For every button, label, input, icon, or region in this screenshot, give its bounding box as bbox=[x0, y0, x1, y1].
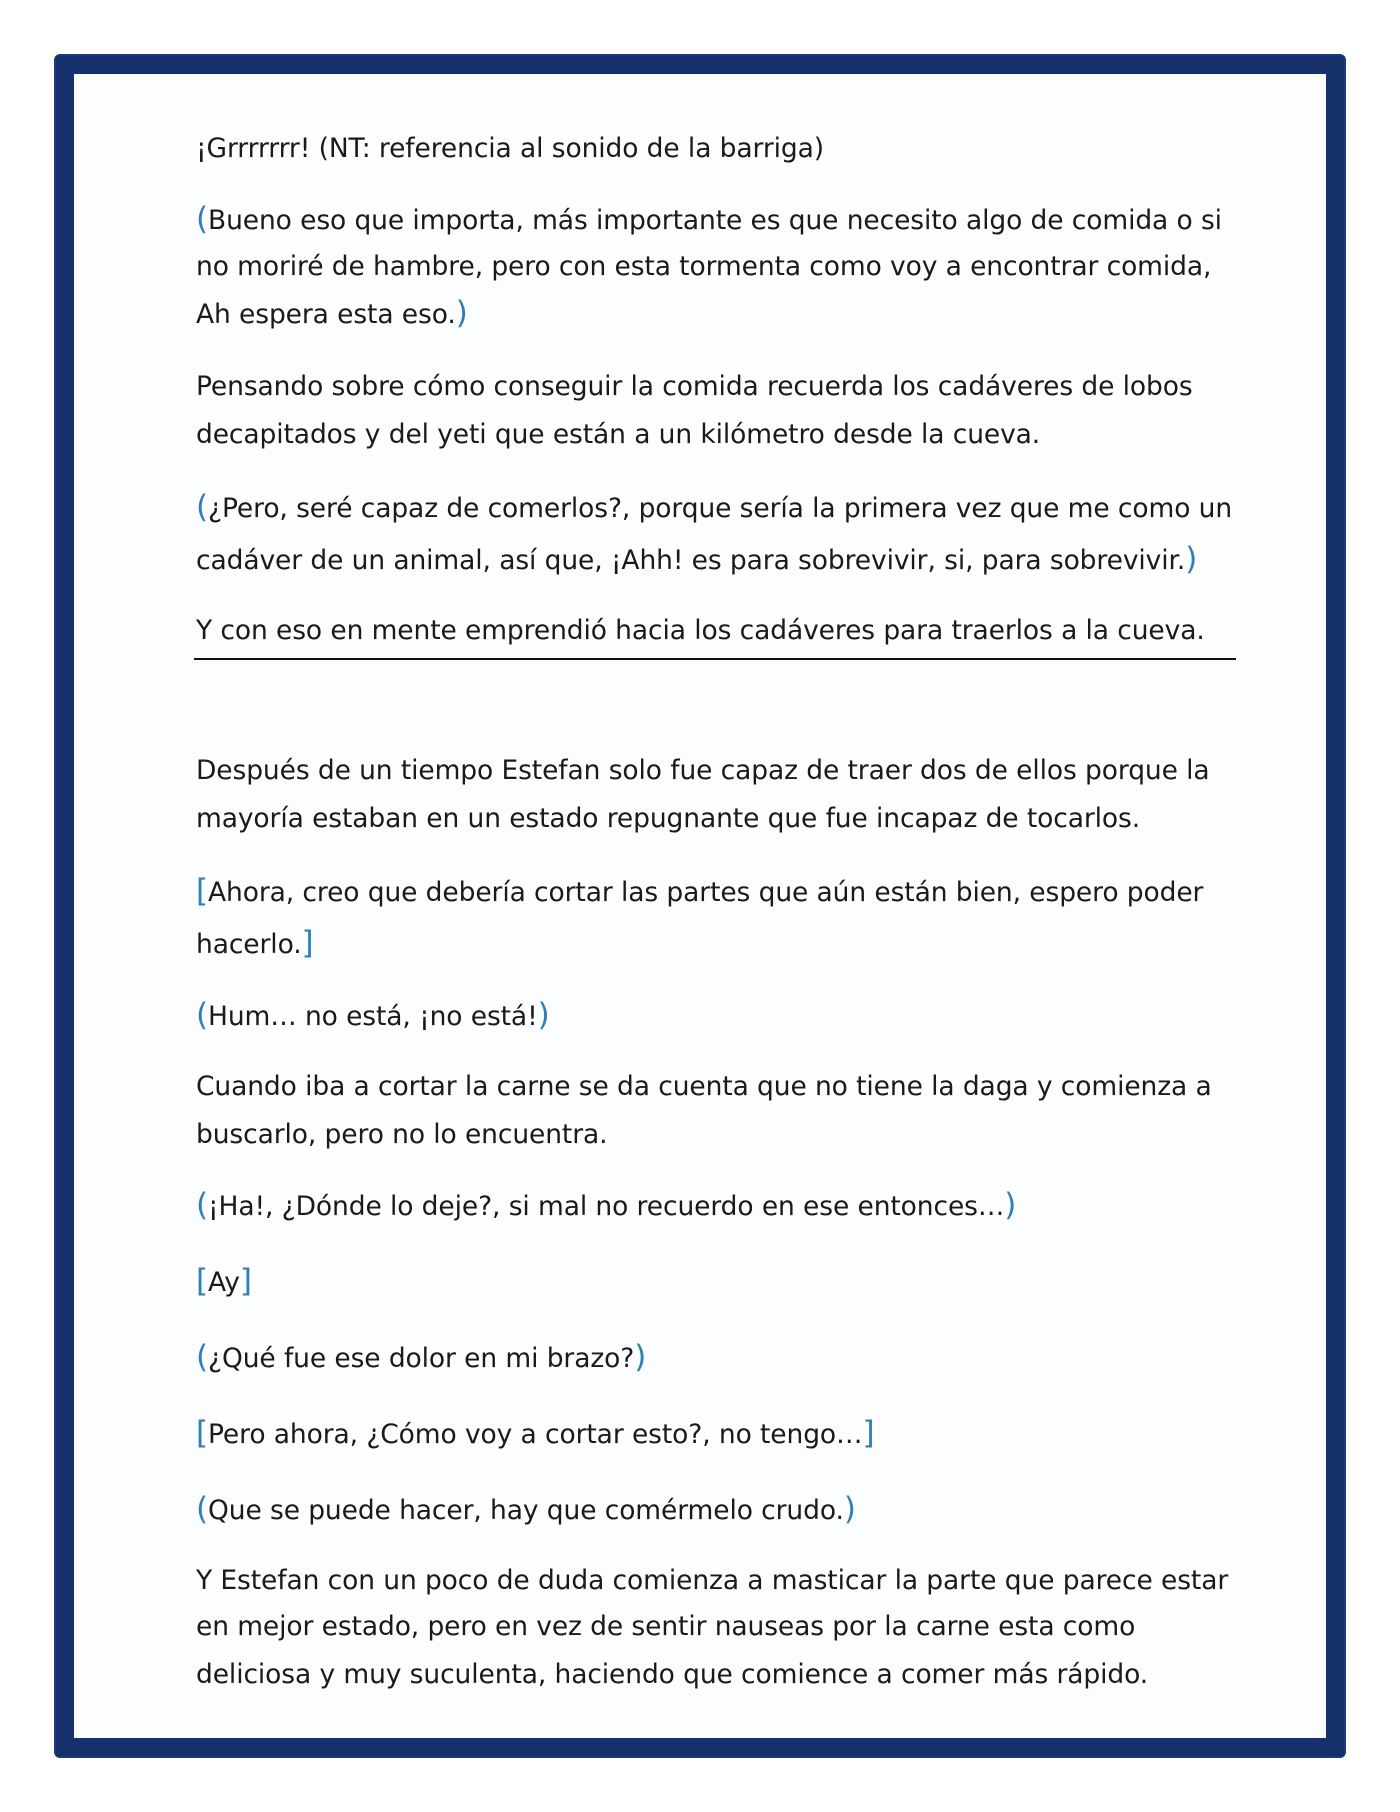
document-body bbox=[196, 100, 1236, 1698]
paragraph-7 bbox=[196, 866, 1236, 970]
paragraph-text: Ay bbox=[208, 1267, 240, 1298]
open-bracket: ( bbox=[196, 1491, 208, 1527]
paragraph-11 bbox=[196, 1258, 1236, 1306]
close-bracket: ) bbox=[1004, 1187, 1017, 1223]
close-bracket: ) bbox=[455, 295, 468, 331]
open-bracket: [ bbox=[196, 1263, 208, 1299]
paragraph-2 bbox=[196, 196, 1236, 338]
paragraph-15 bbox=[196, 1556, 1236, 1698]
open-bracket: ( bbox=[196, 201, 208, 237]
close-bracket: ] bbox=[862, 1415, 875, 1451]
paragraph-4 bbox=[196, 482, 1236, 586]
paragraph-text: ¿Qué fue ese dolor en mi brazo? bbox=[208, 1343, 635, 1374]
paragraph-text: Cuando iba a cortar la carne se da cuenta que no tiene la daga y comienza a buscarlo, pero no lo encuentra. bbox=[196, 1071, 1212, 1150]
paragraph-text: Pensando sobre cómo conseguir la comida recuerda los cadáveres de lobos decapitados y del yeti que están a un kilómetro desde la cueva. bbox=[196, 371, 1193, 450]
open-bracket: ( bbox=[196, 997, 208, 1033]
section-divider bbox=[194, 658, 1236, 660]
open-bracket: ( bbox=[196, 1187, 208, 1223]
close-bracket: ] bbox=[301, 925, 314, 961]
paragraph-12 bbox=[196, 1334, 1236, 1382]
paragraph-10 bbox=[196, 1182, 1236, 1230]
page-frame bbox=[56, 56, 1344, 1756]
open-bracket: [ bbox=[196, 1415, 208, 1451]
paragraph-3 bbox=[196, 362, 1236, 458]
paragraph-text: Bueno eso que importa, más importante es que necesito algo de comida o si no moriré de hambre, pero con esta tormenta como voy a encontrar comida, Ah espera esta eso. bbox=[196, 205, 1222, 330]
paragraph-text: ¡Grrrrrrr! (NT: referencia al sonido de la barriga) bbox=[196, 133, 825, 164]
paragraph-9 bbox=[196, 1062, 1236, 1158]
paragraph-text: Pero ahora, ¿Cómo voy a cortar esto?, no tengo… bbox=[208, 1419, 863, 1450]
paragraph-text: Y Estefan con un poco de duda comienza a masticar la parte que parece estar en mejor estado, pero en vez de sentir nauseas por la carne esta como deliciosa y muy suculenta, haciendo que comience a comer más rápido. bbox=[196, 1565, 1229, 1690]
close-bracket: ) bbox=[537, 997, 550, 1033]
paragraph-text: Que se puede hacer, hay que comérmelo crudo. bbox=[208, 1495, 844, 1526]
close-bracket: ] bbox=[239, 1263, 252, 1299]
paragraph-13 bbox=[196, 1410, 1236, 1458]
paper-sheet bbox=[74, 74, 1326, 1738]
paragraph-14 bbox=[196, 1486, 1236, 1534]
close-bracket: ) bbox=[843, 1491, 856, 1527]
paragraph-5 bbox=[196, 606, 1236, 654]
open-bracket: ( bbox=[196, 1339, 208, 1375]
close-bracket: ) bbox=[1185, 541, 1198, 577]
paragraph-text: Después de un tiempo Estefan solo fue capaz de traer dos de ellos porque la mayoría estaban en un estado repugnante que fue incapaz de tocarlos. bbox=[196, 755, 1210, 834]
paragraph-text: Hum… no está, ¡no está! bbox=[208, 1001, 538, 1032]
paragraph-6 bbox=[196, 746, 1236, 842]
paragraph-text: Y con eso en mente emprendió hacia los cadáveres para traerlos a la cueva. bbox=[196, 615, 1205, 646]
paragraph-text: ¡Ha!, ¿Dónde lo deje?, si mal no recuerdo en ese entonces… bbox=[208, 1191, 1005, 1222]
paragraph-8 bbox=[196, 992, 1236, 1040]
paragraph-text: ¿Pero, seré capaz de comerlos?, porque sería la primera vez que me como un cadáver de un animal, así que, ¡Ahh! es para sobrevivir, si, para sobrevivir. bbox=[196, 493, 1233, 576]
open-bracket: [ bbox=[196, 873, 208, 909]
close-bracket: ) bbox=[634, 1339, 647, 1375]
paragraph-text: Ahora, creo que debería cortar las partes que aún están bien, espero poder hacerlo. bbox=[196, 877, 1204, 960]
open-bracket: ( bbox=[196, 489, 208, 525]
paragraph-1 bbox=[196, 124, 1236, 172]
